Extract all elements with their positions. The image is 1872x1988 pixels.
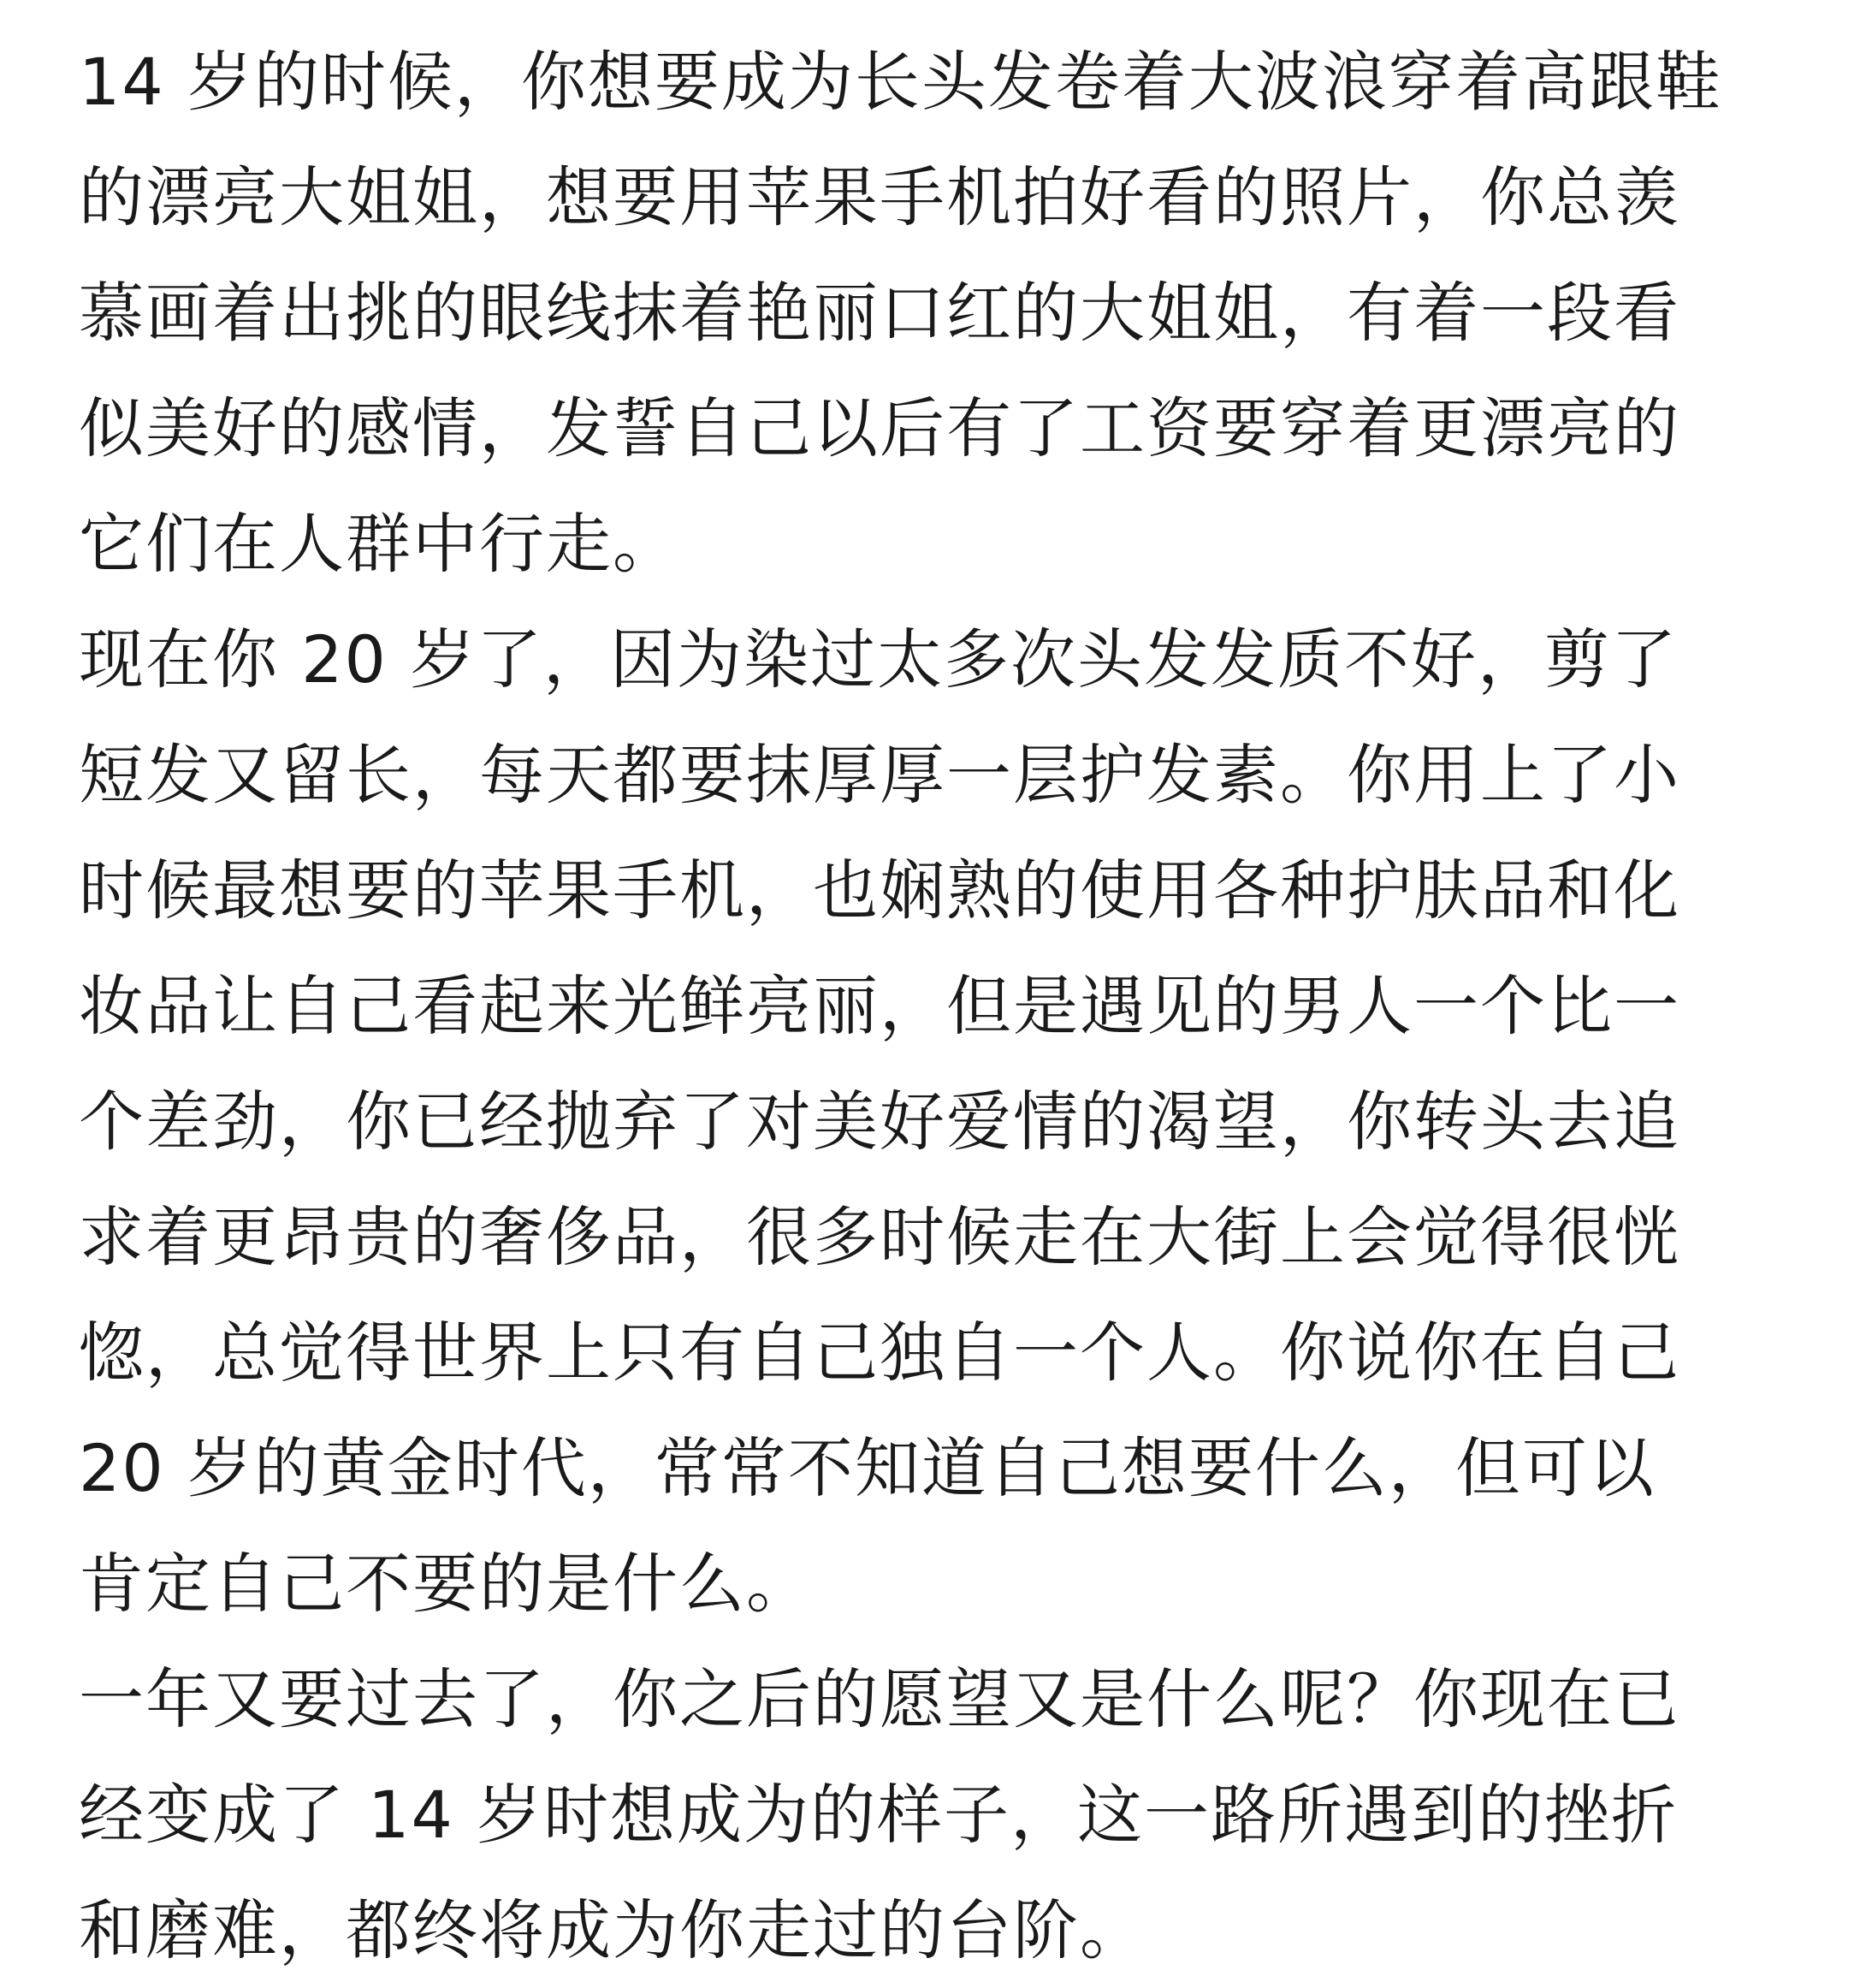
text-line: 它们在人群中行走。	[79, 506, 679, 582]
text-line: 20 岁的黄金时代，常常不知道自己想要什么，但可以	[79, 1430, 1656, 1506]
text-line: 似美好的感情，发誓自己以后有了工资要穿着更漂亮的	[79, 390, 1680, 466]
text-line: 短发又留长，每天都要抹厚厚一层护发素。你用上了小	[79, 737, 1680, 813]
text-line: 的漂亮大姐姐，想要用苹果手机拍好看的照片，你总羡	[79, 159, 1680, 235]
text-line: 个差劲，你已经抛弃了对美好爱情的渴望，你转头去追	[79, 1083, 1680, 1160]
text-line: 现在你 20 岁了，因为染过太多次头发发质不好，剪了	[79, 621, 1679, 697]
text-line: 惚，总觉得世界上只有自己独自一个人。你说你在自己	[79, 1314, 1680, 1391]
text-line: 肯定自己不要的是什么。	[79, 1546, 813, 1622]
text-line: 慕画着出挑的眼线抹着艳丽口红的大姐姐，有着一段看	[79, 275, 1680, 351]
article-text	[79, 24, 1798, 1988]
text-line: 和磨难，都终将成为你走过的台阶。	[79, 1892, 1146, 1968]
text-line: 时候最想要的苹果手机，也娴熟的使用各种护肤品和化	[79, 852, 1680, 929]
text-line: 经变成了 14 岁时想成为的样子，这一路所遇到的挫折	[79, 1777, 1679, 1853]
text-line: 一年又要过去了，你之后的愿望又是什么呢？你现在已	[79, 1661, 1680, 1737]
text-line: 14 岁的时候，你想要成为长头发卷着大波浪穿着高跟鞋	[79, 44, 1722, 120]
text-line: 求着更昂贵的奢侈品，很多时候走在大街上会觉得很恍	[79, 1199, 1680, 1275]
text-line: 妆品让自己看起来光鲜亮丽，但是遇见的男人一个比一	[79, 968, 1680, 1044]
